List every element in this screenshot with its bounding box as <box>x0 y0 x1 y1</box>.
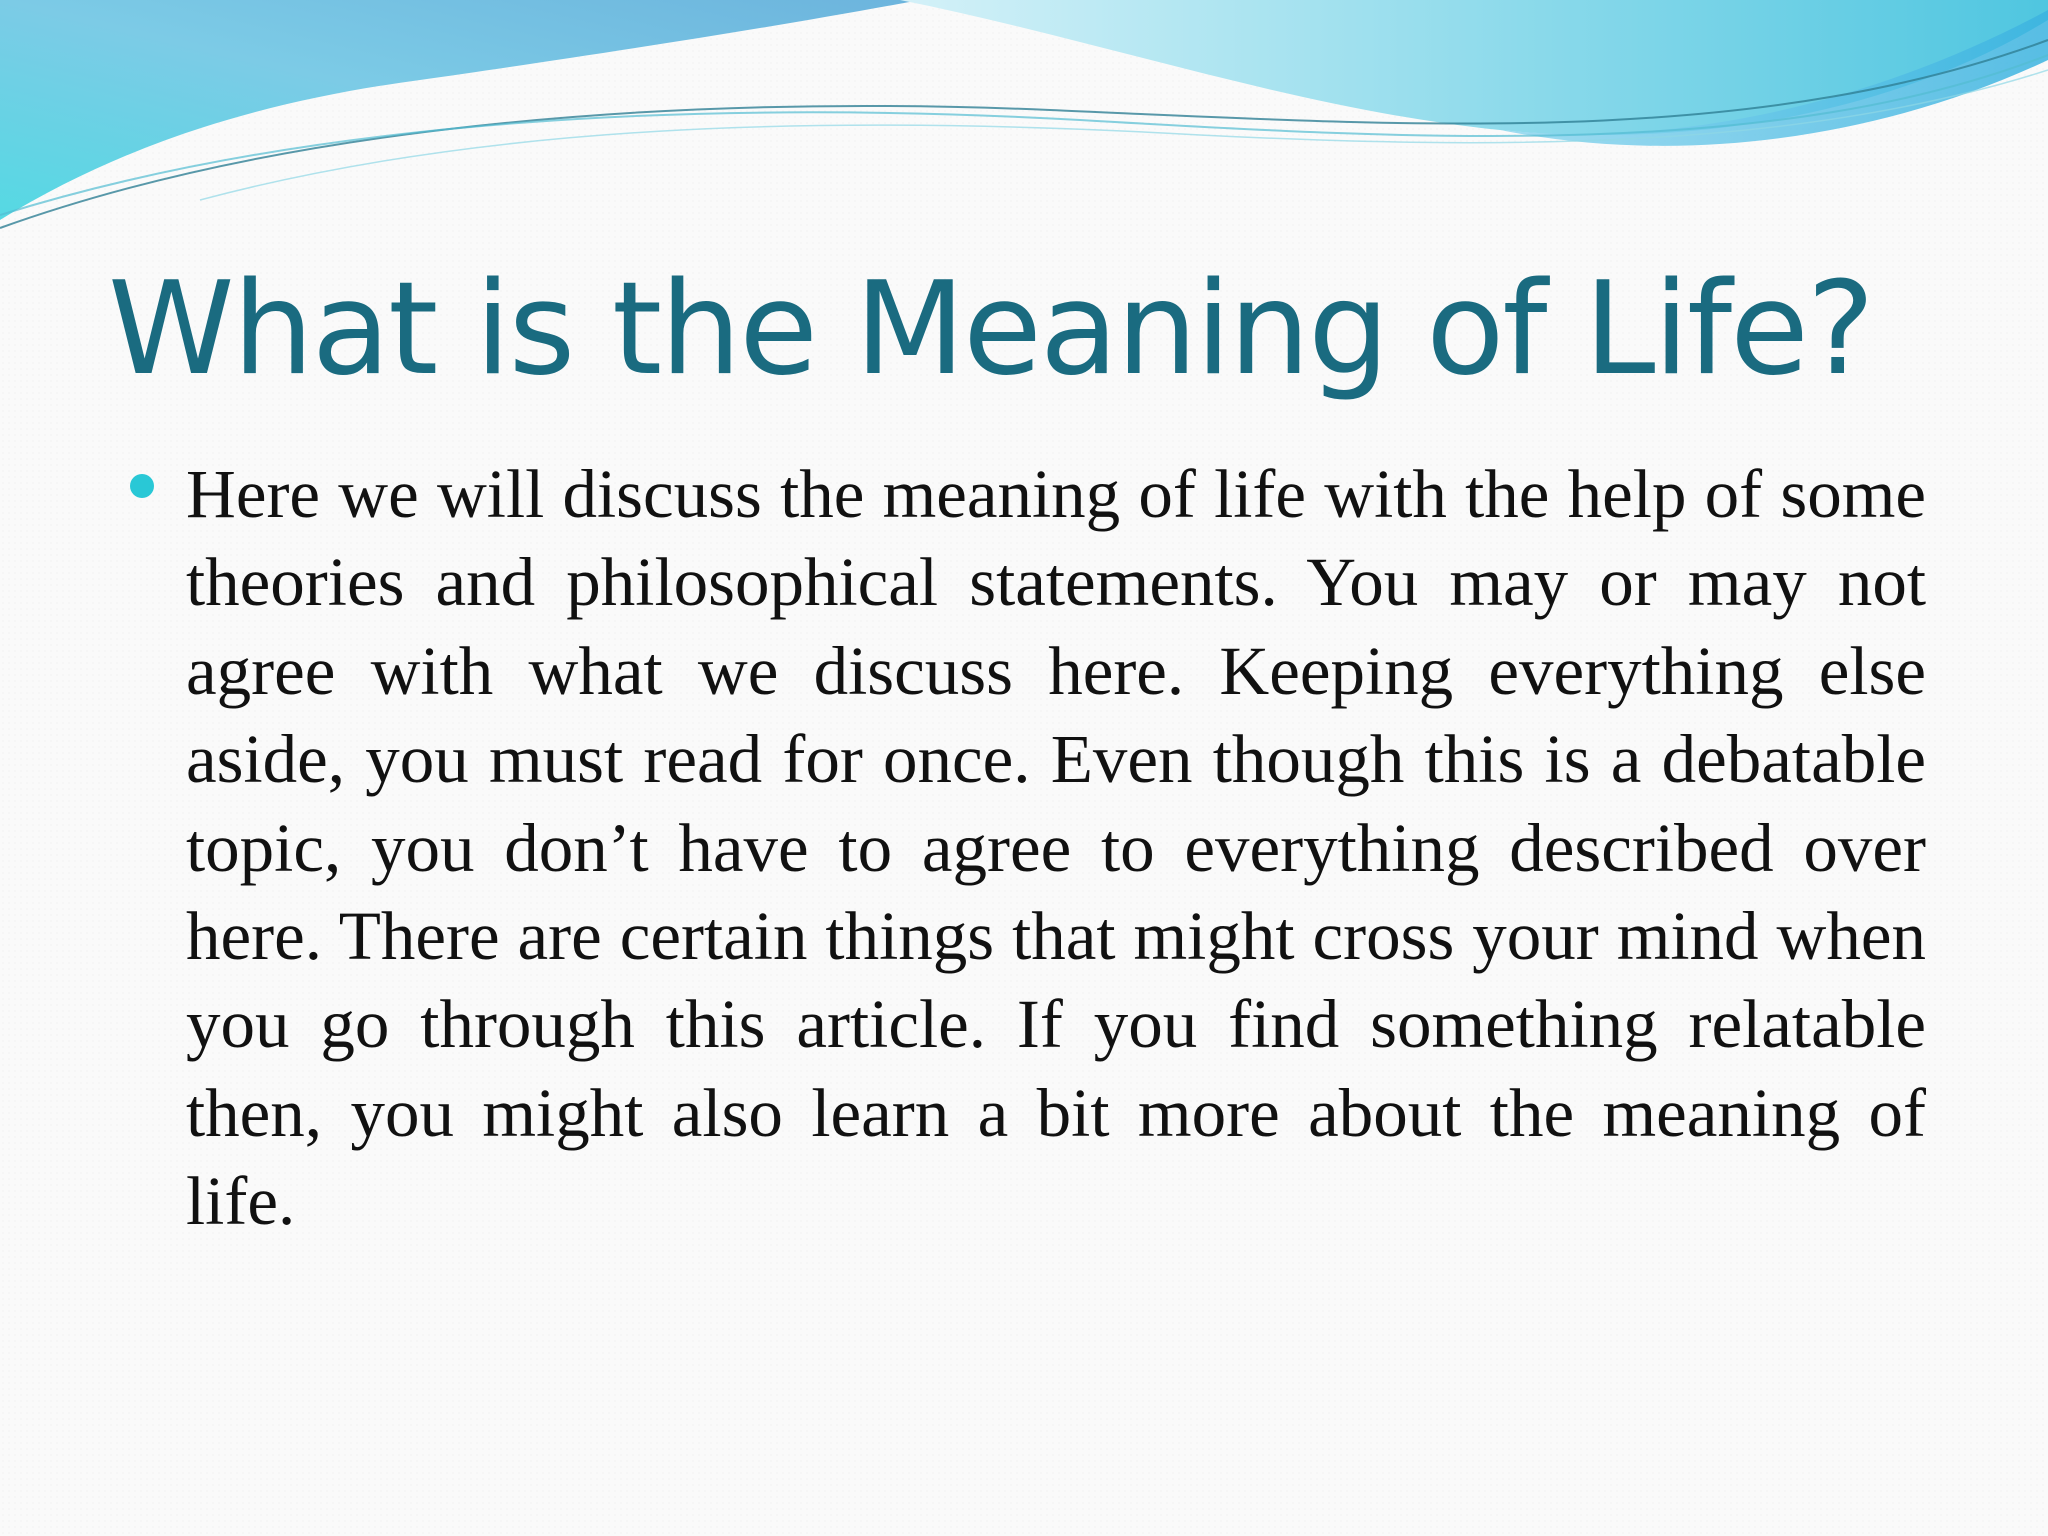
bullet-text: Here we will discuss the meaning of life with the help of some theories and philosophical statements. You may or may not agree with what we discuss here. Keeping everything else aside, you must read for once. Even though this is a debatable topic, you don’t have to agree to everything described over here. There are certain things that might cross your mind when you go through this article. If you find something relatable then, you might also learn a bit more about the meaning of life. <box>186 456 1926 1240</box>
wave-left-band <box>0 0 920 220</box>
wave-header-decoration <box>0 0 2048 240</box>
slide-title: What is the Meaning of Life? <box>108 255 1873 404</box>
bullet-dot-icon <box>130 474 154 498</box>
